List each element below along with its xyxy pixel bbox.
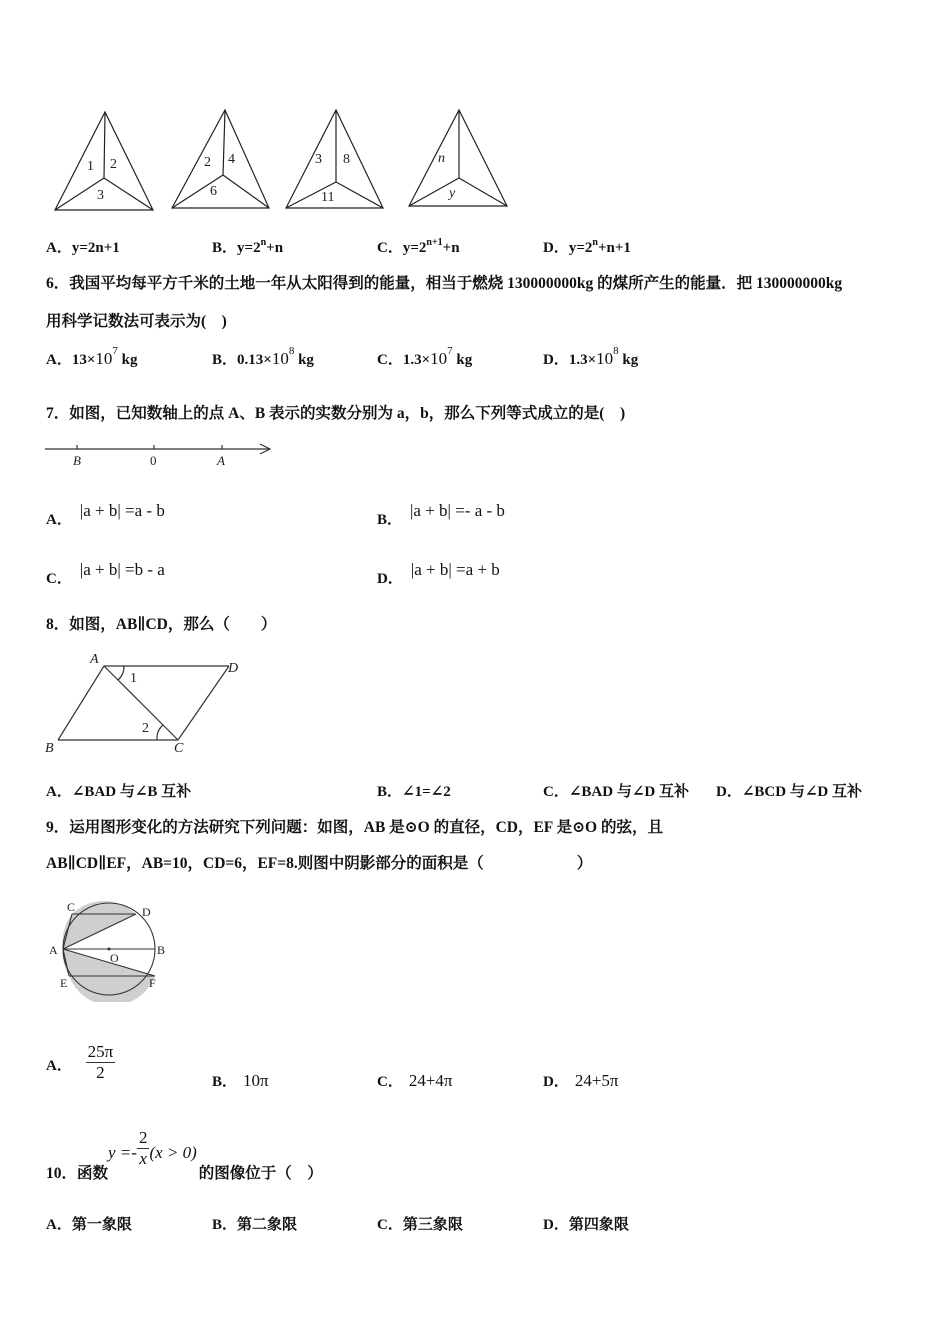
q9-option-d: D． 24+5π [543,1071,619,1090]
q5-t3-b: 8 [343,152,350,167]
q9-label-b: B [157,943,166,957]
q5-triangle-3 [286,110,383,208]
q5-option-b: B．$y=2^n+n$ [212,237,284,256]
q5-t2-a: 2 [204,155,211,170]
q8-angle-2: 2 [142,721,149,736]
q10-option-a: A．第一象限 [46,1217,132,1233]
q8-option-c: C．∠BAD 与∠D 互补 [543,784,689,800]
q5-option-a: A．y=2n+1 [46,240,120,256]
q7-option-c: C． |a + b| =b - a [46,560,165,587]
q5-option-d: D．$y=2^n+n+1$ [543,237,631,256]
q5-t1-b: 2 [110,157,117,172]
q6-option-b: B．$0.13\times 10^8$ kg [212,345,314,368]
q7-stem: 7．如图，已知数轴上的点 A、B 表示的实数分别为 a，b，那么下列等式成立的是( ) [46,405,626,422]
q7-point-b: B [73,453,81,468]
q7-option-a: A． |a + b| =a - b [46,501,165,528]
q5-t2-c: 6 [210,184,217,199]
q6-option-c: C．$1.3\times 10^7$ kg [377,345,473,368]
q7-number-line [44,438,276,474]
q7-point-a: A [217,453,225,468]
q9-label-o: O [110,951,119,965]
q8-option-b: B．∠1=∠2 [377,784,451,800]
q9-option-c: C． 24+4π [377,1071,453,1090]
q5-triangles-figure [45,100,520,218]
q8-stem: 8．如图，AB∥CD，那么（ ） [46,616,277,633]
q6-stem-line2: 用科学记数法可表示为( ) [46,313,227,330]
q8-label-b: B [45,741,54,756]
q5-t1-a: 1 [87,159,94,174]
q10-option-d: D．第四象限 [543,1217,629,1233]
q5-triangle-2 [172,110,269,208]
q10-option-c: C．第三象限 [377,1217,463,1233]
q8-option-d: D．∠BCD 与∠D 互补 [716,784,862,800]
q8-parallelogram-figure [44,650,244,758]
q5-option-c: C．$y=2^{n+1}+n$ [377,237,460,256]
q5-t2-b: 4 [228,152,235,167]
q5-t1-c: 3 [97,188,104,203]
q9-label-e: E [60,976,68,990]
q5-t4-c: y [449,186,456,201]
q8-option-a: A．∠BAD 与∠B 互补 [46,784,192,800]
q5-t3-c: 11 [321,190,335,205]
q5-t4-a: n [438,151,445,166]
q7-option-d: D． |a + b| =a + b [377,560,500,587]
q9-label-d: D [142,905,151,919]
q8-label-a: A [90,652,99,667]
q9-option-a: A． $\frac{25\pi}{2}$ [46,1042,114,1082]
q9-stem-line2: AB∥CD∥EF，AB=10，CD=6，EF=8.则图中阴影部分的面积是（ ） [46,855,593,872]
q9-stem-line1: 9．运用图形变化的方法研究下列问题：如图，AB 是⊙O 的直径，CD，EF 是⊙O 的弦，且 [46,819,663,836]
q6-stem-line1: 6．我国平均每平方千米的土地一年从太阳得到的能量，相当于燃烧 130000000kg 的煤所产生的能量．把 130000000kg [46,275,843,292]
q7-option-b: B． |a + b| =- a - b [377,501,505,528]
q5-triangle-1 [55,112,153,210]
q10-stem: 10．函数y =- $\frac{2}{x}$ (x > 0)的图像位于（ ） [46,1128,323,1183]
q8-label-c: C [174,741,184,756]
q10-option-b: B．第二象限 [212,1217,298,1233]
q9-option-b: B． 10π [212,1071,269,1090]
q9-label-c: C [67,900,76,914]
q9-label-f: F [149,976,156,990]
q9-circle-figure [44,896,172,1002]
q7-point-zero: 0 [150,453,157,468]
q6-option-d: D．$1.3\times 10^8$ kg [543,345,639,368]
q5-triangle-4 [409,110,507,206]
q9-label-a: A [49,943,58,957]
q6-option-a: A．$13\times 10^7$ kg [46,345,138,368]
q8-angle-1: 1 [130,671,137,686]
q8-label-d: D [228,661,239,676]
q5-t3-a: 3 [315,152,322,167]
